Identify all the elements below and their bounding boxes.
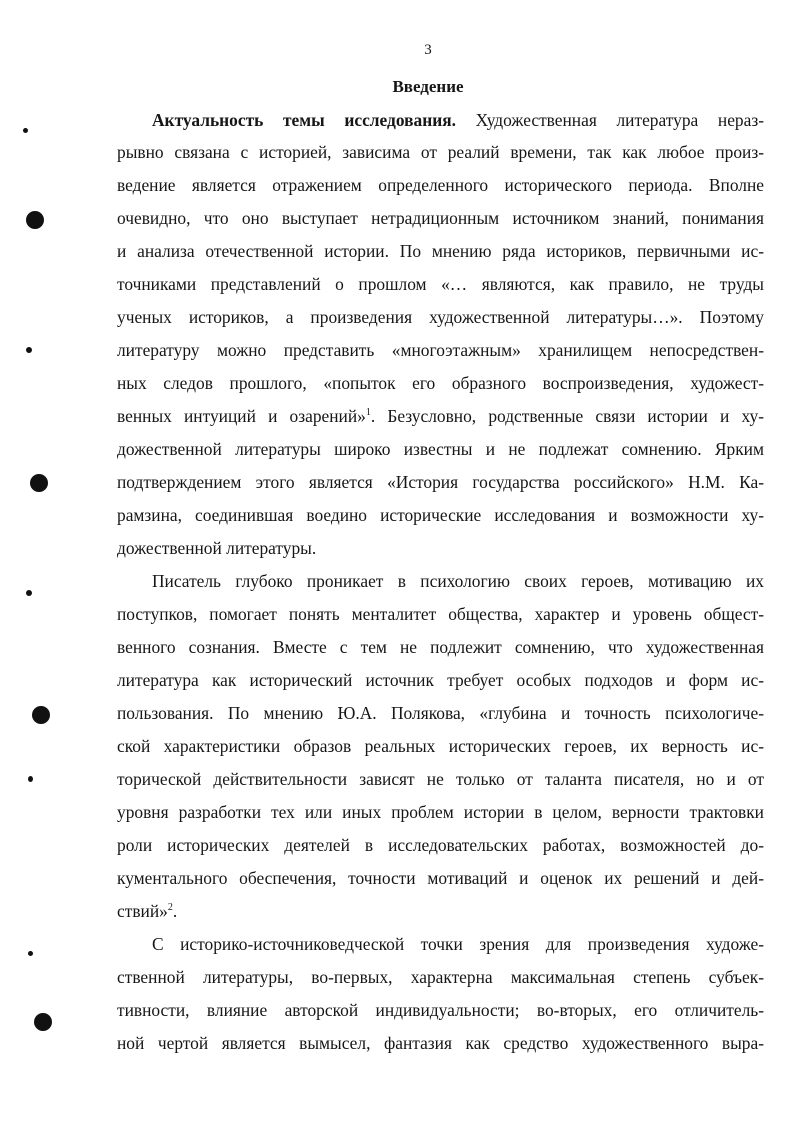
text-line: дожественной литературы широко известны и не подлежат сомнению. Ярким xyxy=(117,439,764,459)
text-line: ных следов прошлого, «попыток его образного воспроизведения, художест- xyxy=(117,373,764,393)
text-line: ведение является отражением определенного исторического периода. Вполне xyxy=(117,175,764,195)
text-line: уровня разработки тех или иных проблем истории в целом, верности трактовки xyxy=(117,802,764,822)
bold-lead: Актуальность темы исследования. xyxy=(152,110,456,130)
binding-hole xyxy=(30,474,48,492)
text-line: поступков, помогает понять менталитет общества, характер и уровень общест- xyxy=(117,604,764,624)
binding-hole xyxy=(34,1013,52,1031)
text-line: пользования. По мнению Ю.А. Полякова, «глубина и точность психологиче- xyxy=(117,703,764,723)
binding-hole xyxy=(28,776,33,782)
text-line: Писатель глубоко проникает в психологию своих героев, мотивацию их xyxy=(152,571,764,591)
text-line: рывно связана с историей, зависима от реалий времени, так как любое произ- xyxy=(117,142,764,162)
text-line: литературу можно представить «многоэтажным» хранилищем непосредствен- xyxy=(117,340,764,360)
text-line: подтверждением этого является «История государства российского» Н.М. Ка- xyxy=(117,472,764,492)
binding-hole xyxy=(26,211,44,229)
text-line: и анализа отечественной истории. По мнению ряда историков, первичными ис- xyxy=(117,241,764,261)
text-line: ствий»$^2$. xyxy=(117,901,178,921)
text-line: кументального обеспечения, точности мотиваций и оценок их решений и дей- xyxy=(117,868,764,888)
text-line: дожественной литературы. xyxy=(117,538,317,558)
page-heading: Введение xyxy=(392,77,464,96)
text-line: ученых историков, а произведения художественной литературы…». Поэтому xyxy=(117,307,764,327)
text-line: точниками представлений о прошлом «… являются, как правило, не труды xyxy=(117,274,764,294)
text-line: очевидно, что оно выступает нетрадиционным источником знаний, понимания xyxy=(117,208,764,228)
footnote-ref: 2 xyxy=(167,902,173,913)
page-number: 3 xyxy=(424,42,432,58)
binding-hole xyxy=(28,951,33,956)
text-line: литература как исторический источник требует особых подходов и форм ис- xyxy=(117,670,764,690)
text-line: тивности, влияние авторской индивидуальности; во-вторых, его отличитель- xyxy=(117,1000,764,1020)
text-line: ственной литературы, во-первых, характерна максимальная степень субъек- xyxy=(117,967,764,987)
text-line: роли исторических деятелей в исследовательских работах, возможностей до- xyxy=(117,835,764,855)
text-line: венных интуиций и озарений»$^1$. Безусловно, родственные связи истории и ху- xyxy=(117,406,764,426)
text-line: ской характеристики образов реальных исторических героев, их верность ис- xyxy=(117,736,764,756)
binding-hole xyxy=(32,706,50,724)
binding-hole xyxy=(23,128,28,133)
text-line: торической действительности зависят не только от таланта писателя, но и от xyxy=(117,769,764,789)
text-line: С историко-источниковедческой точки зрения для произведения художе- xyxy=(152,934,764,954)
binding-hole xyxy=(26,347,32,353)
text-line: венного сознания. Вместе с тем не подлежит сомнению, что художественная xyxy=(117,637,764,657)
text-line: ной чертой является вымысел, фантазия как средство художественного выра- xyxy=(117,1033,764,1053)
text-line: Актуальность темы исследования. Художественная литература нераз- xyxy=(152,110,765,130)
binding-hole xyxy=(26,590,32,596)
text-line: рамзина, соединившая воедино исторические исследования и возможности ху- xyxy=(117,505,764,525)
footnote-ref: 1 xyxy=(365,407,371,418)
